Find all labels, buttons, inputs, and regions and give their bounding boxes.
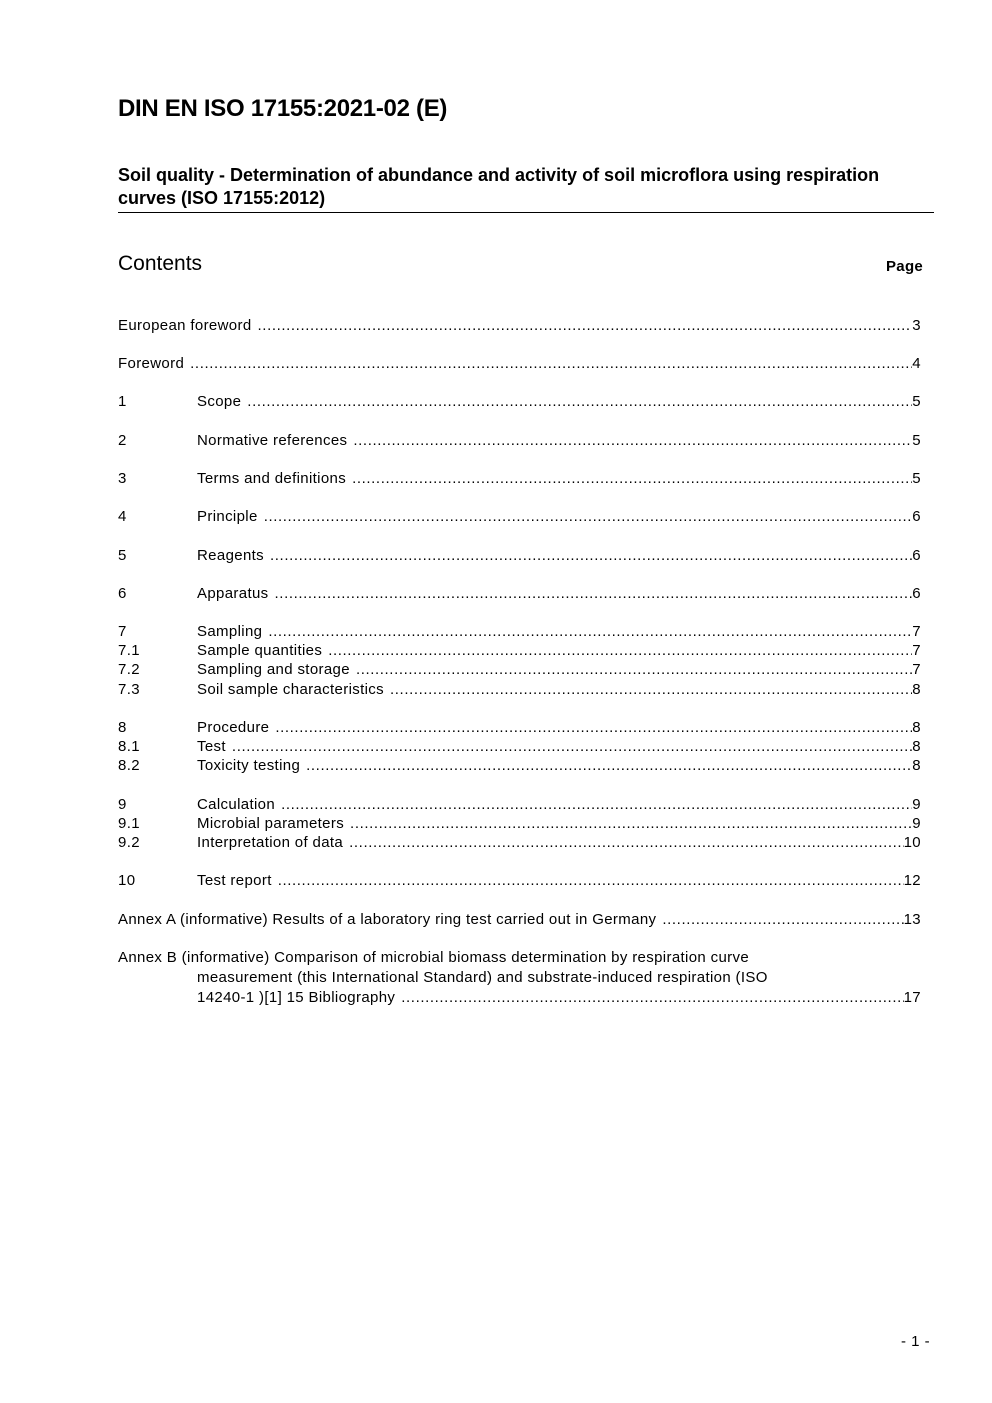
toc-leader-dots <box>258 316 913 335</box>
toc-leader-dots <box>390 680 912 699</box>
toc-entry-number: 8 <box>118 719 127 736</box>
toc-entry-sample-quantities[interactable] <box>118 641 921 660</box>
toc-entry-title: Soil sample characteristics <box>197 681 385 698</box>
toc-entry-annex-a[interactable] <box>118 910 921 929</box>
toc-entry-page: 7 <box>912 642 921 659</box>
toc-entry-sampling[interactable] <box>118 622 921 641</box>
toc-leader-dots <box>275 718 912 737</box>
toc-entry-test-report[interactable] <box>118 871 921 890</box>
toc-entry-number: 10 <box>118 872 136 889</box>
toc-leader-dots <box>190 354 912 373</box>
toc-entry-page: 6 <box>912 547 921 564</box>
toc-entry-page: 5 <box>912 432 921 449</box>
toc-leader-dots <box>401 988 903 1008</box>
toc-entry-scope[interactable] <box>118 392 921 411</box>
toc-entry-apparatus[interactable] <box>118 584 921 603</box>
toc-entry-foreword[interactable] <box>118 354 921 373</box>
toc-entry-page: 5 <box>912 393 921 410</box>
toc-leader-dots <box>356 660 912 679</box>
toc-entry-page: 8 <box>912 738 921 755</box>
toc-entry-title: Microbial parameters <box>197 815 345 832</box>
toc-entry-page: 7 <box>912 661 921 678</box>
footer-page-number: - 1 - <box>901 1333 931 1350</box>
toc-entry-test[interactable] <box>118 737 921 756</box>
toc-entry-page: 9 <box>912 815 921 832</box>
toc-entry-title: Test report <box>197 872 272 889</box>
annex-b-title-line-2: measurement (this International Standard) and substrate-induced respiration (ISO <box>197 969 768 986</box>
toc-leader-dots <box>270 546 912 565</box>
toc-leader-dots <box>353 431 912 450</box>
contents-heading: Contents <box>118 252 203 275</box>
toc-entry-page: 4 <box>912 355 921 372</box>
toc-entry-title: Interpretation of data <box>197 834 344 851</box>
toc-entry-title: Sampling and storage <box>197 661 350 678</box>
annex-b-title-line-3 <box>118 988 921 1008</box>
toc-entry-title: Reagents <box>197 547 265 564</box>
toc-entry-page: 6 <box>912 508 921 525</box>
toc-entry-procedure[interactable] <box>118 718 921 737</box>
toc-entry-page: 8 <box>912 681 921 698</box>
toc-entry-calculation[interactable] <box>118 795 921 814</box>
toc-entry-number: 8.2 <box>118 757 140 774</box>
toc-entry-title: Principle <box>197 508 258 525</box>
toc-entry-european-foreword[interactable] <box>118 316 921 335</box>
toc-entry-title: European foreword <box>118 317 252 334</box>
toc-leader-dots <box>281 795 912 814</box>
toc-leader-dots <box>662 910 903 929</box>
toc-entry-number: 1 <box>118 393 127 410</box>
toc-entry-title: Scope <box>197 393 242 410</box>
document-subtitle: Soil quality - Determination of abundance and activity of soil microflora using respiration curves (ISO 17155:2012) <box>118 164 934 213</box>
toc-entry-page: 12 <box>903 872 921 889</box>
toc-entry-number: 8.1 <box>118 738 140 755</box>
toc-entry-title: Foreword <box>118 355 185 372</box>
toc-entry-number: 3 <box>118 470 127 487</box>
page-column-heading: Page <box>886 258 924 275</box>
toc-entry-sampling-and-storage[interactable] <box>118 660 921 679</box>
toc-entry-title: Annex A (informative) Results of a laboratory ring test carried out in Germany <box>118 911 657 928</box>
toc-entry-terms-and-definitions[interactable] <box>118 469 921 488</box>
toc-entry-page: 13 <box>903 911 921 928</box>
toc-leader-dots <box>350 814 912 833</box>
toc-leader-dots <box>268 622 912 641</box>
toc-entry-page: 9 <box>912 796 921 813</box>
toc-leader-dots <box>275 584 913 603</box>
toc-entry-annex-b[interactable] <box>118 948 921 1008</box>
toc-entry-page: 8 <box>912 757 921 774</box>
toc-entry-number: 6 <box>118 585 127 602</box>
toc-entry-title: Sample quantities <box>197 642 323 659</box>
document-title: DIN EN ISO 17155:2021-02 (E) <box>118 95 448 122</box>
toc-entry-title: Terms and definitions <box>197 470 347 487</box>
toc-entry-page: 5 <box>912 470 921 487</box>
toc-entry-title: Sampling <box>197 623 263 640</box>
toc-leader-dots <box>306 756 912 775</box>
toc-entry-number: 7 <box>118 623 127 640</box>
toc-leader-dots <box>352 469 912 488</box>
toc-entry-toxicity-testing[interactable] <box>118 756 921 775</box>
toc-entry-number: 7.1 <box>118 642 140 659</box>
toc-entry-page: 3 <box>912 317 921 334</box>
toc-leader-dots <box>247 392 912 411</box>
toc-entry-page: 7 <box>912 623 921 640</box>
toc-entry-number: 9.1 <box>118 815 140 832</box>
toc-entry-normative-references[interactable] <box>118 431 921 450</box>
toc-entry-title: Calculation <box>197 796 276 813</box>
toc-entry-title: Toxicity testing <box>197 757 301 774</box>
toc-leader-dots <box>349 833 903 852</box>
toc-entry-page: 10 <box>903 834 921 851</box>
toc-leader-dots <box>278 871 904 890</box>
toc-entry-number: 7.2 <box>118 661 140 678</box>
toc-entry-title: Normative references <box>197 432 348 449</box>
toc-entry-soil-sample-characteristics[interactable] <box>118 680 921 699</box>
toc-entry-number: 2 <box>118 432 127 449</box>
toc-entry-interpretation-of-data[interactable] <box>118 833 921 852</box>
toc-entry-number: 5 <box>118 547 127 564</box>
toc-entry-title: Procedure <box>197 719 270 736</box>
toc-entry-microbial-parameters[interactable] <box>118 814 921 833</box>
toc-entry-number: 4 <box>118 508 127 525</box>
toc-entry-reagents[interactable] <box>118 546 921 565</box>
annex-b-title-line-1: Annex B (informative) Comparison of microbial biomass determination by respiration curve <box>118 949 750 966</box>
toc-leader-dots <box>328 641 912 660</box>
toc-entry-number: 9.2 <box>118 834 140 851</box>
toc-entry-number: 7.3 <box>118 681 140 698</box>
toc-leader-dots <box>232 737 912 756</box>
toc-entry-title: Test <box>197 738 226 755</box>
toc-leader-dots <box>264 507 913 526</box>
toc-entry-title: Apparatus <box>197 585 269 602</box>
toc-entry-page: 6 <box>912 585 921 602</box>
toc-entry-principle[interactable] <box>118 507 921 526</box>
toc-entry-number: 9 <box>118 796 127 813</box>
toc-entry-page: 8 <box>912 719 921 736</box>
toc-entry-page: 17 <box>903 989 921 1006</box>
toc-entry-title: 14240-1 )[1] 15 Bibliography <box>197 989 396 1006</box>
